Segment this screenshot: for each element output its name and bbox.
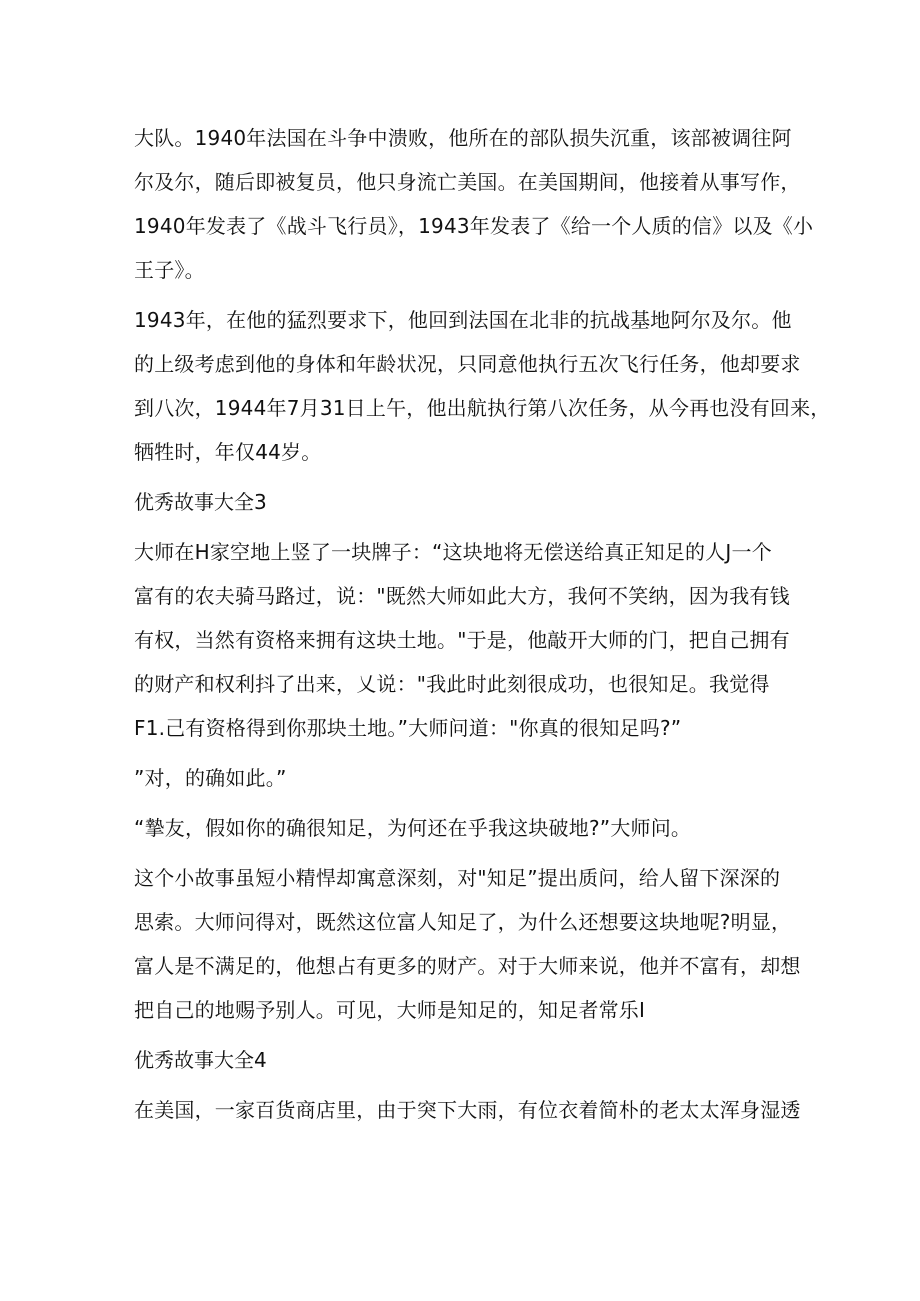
text-line: 到八次，1944年7月31日上午，他出航执行第八次任务，从今再也没有回来， xyxy=(134,396,831,420)
text-line: “摯友，假如你的确很知足，为何还在乎我这块破地?”大师问。 xyxy=(134,816,692,840)
text-line: 的财产和权利抖了出来，乂说："我此时此刻很成功，也很知足。我觉得 xyxy=(134,672,770,696)
text-line: 这个小故事虽短小精悍却寓意深刻，对"知足”提出质问，给人留下深深的 xyxy=(134,866,781,890)
paragraph-3 xyxy=(134,530,794,750)
text-line: 思索。大师问得对，既然这位富人知足了，为什么还想要这块地呢?明显， xyxy=(134,910,792,934)
text-line: 1943年，在他的猛烈要求下，他回到法国在北非的抗战基地阿尔及尔。他 xyxy=(134,308,792,332)
section-heading: 优秀故事大全3 xyxy=(134,490,267,514)
paragraph-6 xyxy=(134,856,801,1032)
text-line: 王子》。 xyxy=(134,258,205,282)
paragraph-7 xyxy=(134,1088,801,1132)
text-line: 有权，当然有资格来拥有这块土地。"于是，他敲开大师的门，把自己拥有 xyxy=(134,628,790,652)
text-line: 1940年发表了《战斗飞行员》，1943年发表了《给一个人质的信》以及《小 xyxy=(134,214,814,238)
text-line: F1.己有资格得到你那块土地。”大师问道："你真的很知足吗?” xyxy=(134,716,682,740)
paragraph-1 xyxy=(134,116,814,292)
text-line: ”对，的确如此。” xyxy=(134,766,287,790)
text-line: 富人是不满足的，他想占有更多的财产。对于大师来说，他并不富有，却想 xyxy=(134,954,801,978)
section-heading: 优秀故事大全4 xyxy=(134,1048,267,1072)
paragraph-4 xyxy=(134,756,794,800)
text-line: 尔及尔，随后即被复员，他只身流亡美国。在美国期间，他接着从事写作， xyxy=(134,170,801,194)
paragraph-5 xyxy=(134,806,794,850)
text-line: 富有的农夫骑马路过，说："既然大师如此大方，我何不笑纳，因为我有钱 xyxy=(134,584,790,608)
text-line: 大队。1940年法国在斗争中溃败，他所在的部队损失沉重，该部被调往阿 xyxy=(134,126,792,150)
text-line: 大师在H家空地上竖了一块牌子：“这块地将无偿送给真正知足的人J一个 xyxy=(134,540,772,564)
document-body xyxy=(134,116,831,1132)
text-line: 的上级考虑到他的身体和年龄状况，只同意他执行五次飞行任务，他却要求 xyxy=(134,352,801,376)
text-line: 在美国，一家百货商店里，由于突下大雨，有位衣着简朴的老太太浑身湿透 xyxy=(134,1098,801,1122)
text-line: 把自己的地赐予别人。可见，大师是知足的，知足者常乐I xyxy=(134,998,646,1022)
paragraph-2 xyxy=(134,298,831,474)
text-line: 牺牲时，年仅44岁。 xyxy=(134,440,322,464)
